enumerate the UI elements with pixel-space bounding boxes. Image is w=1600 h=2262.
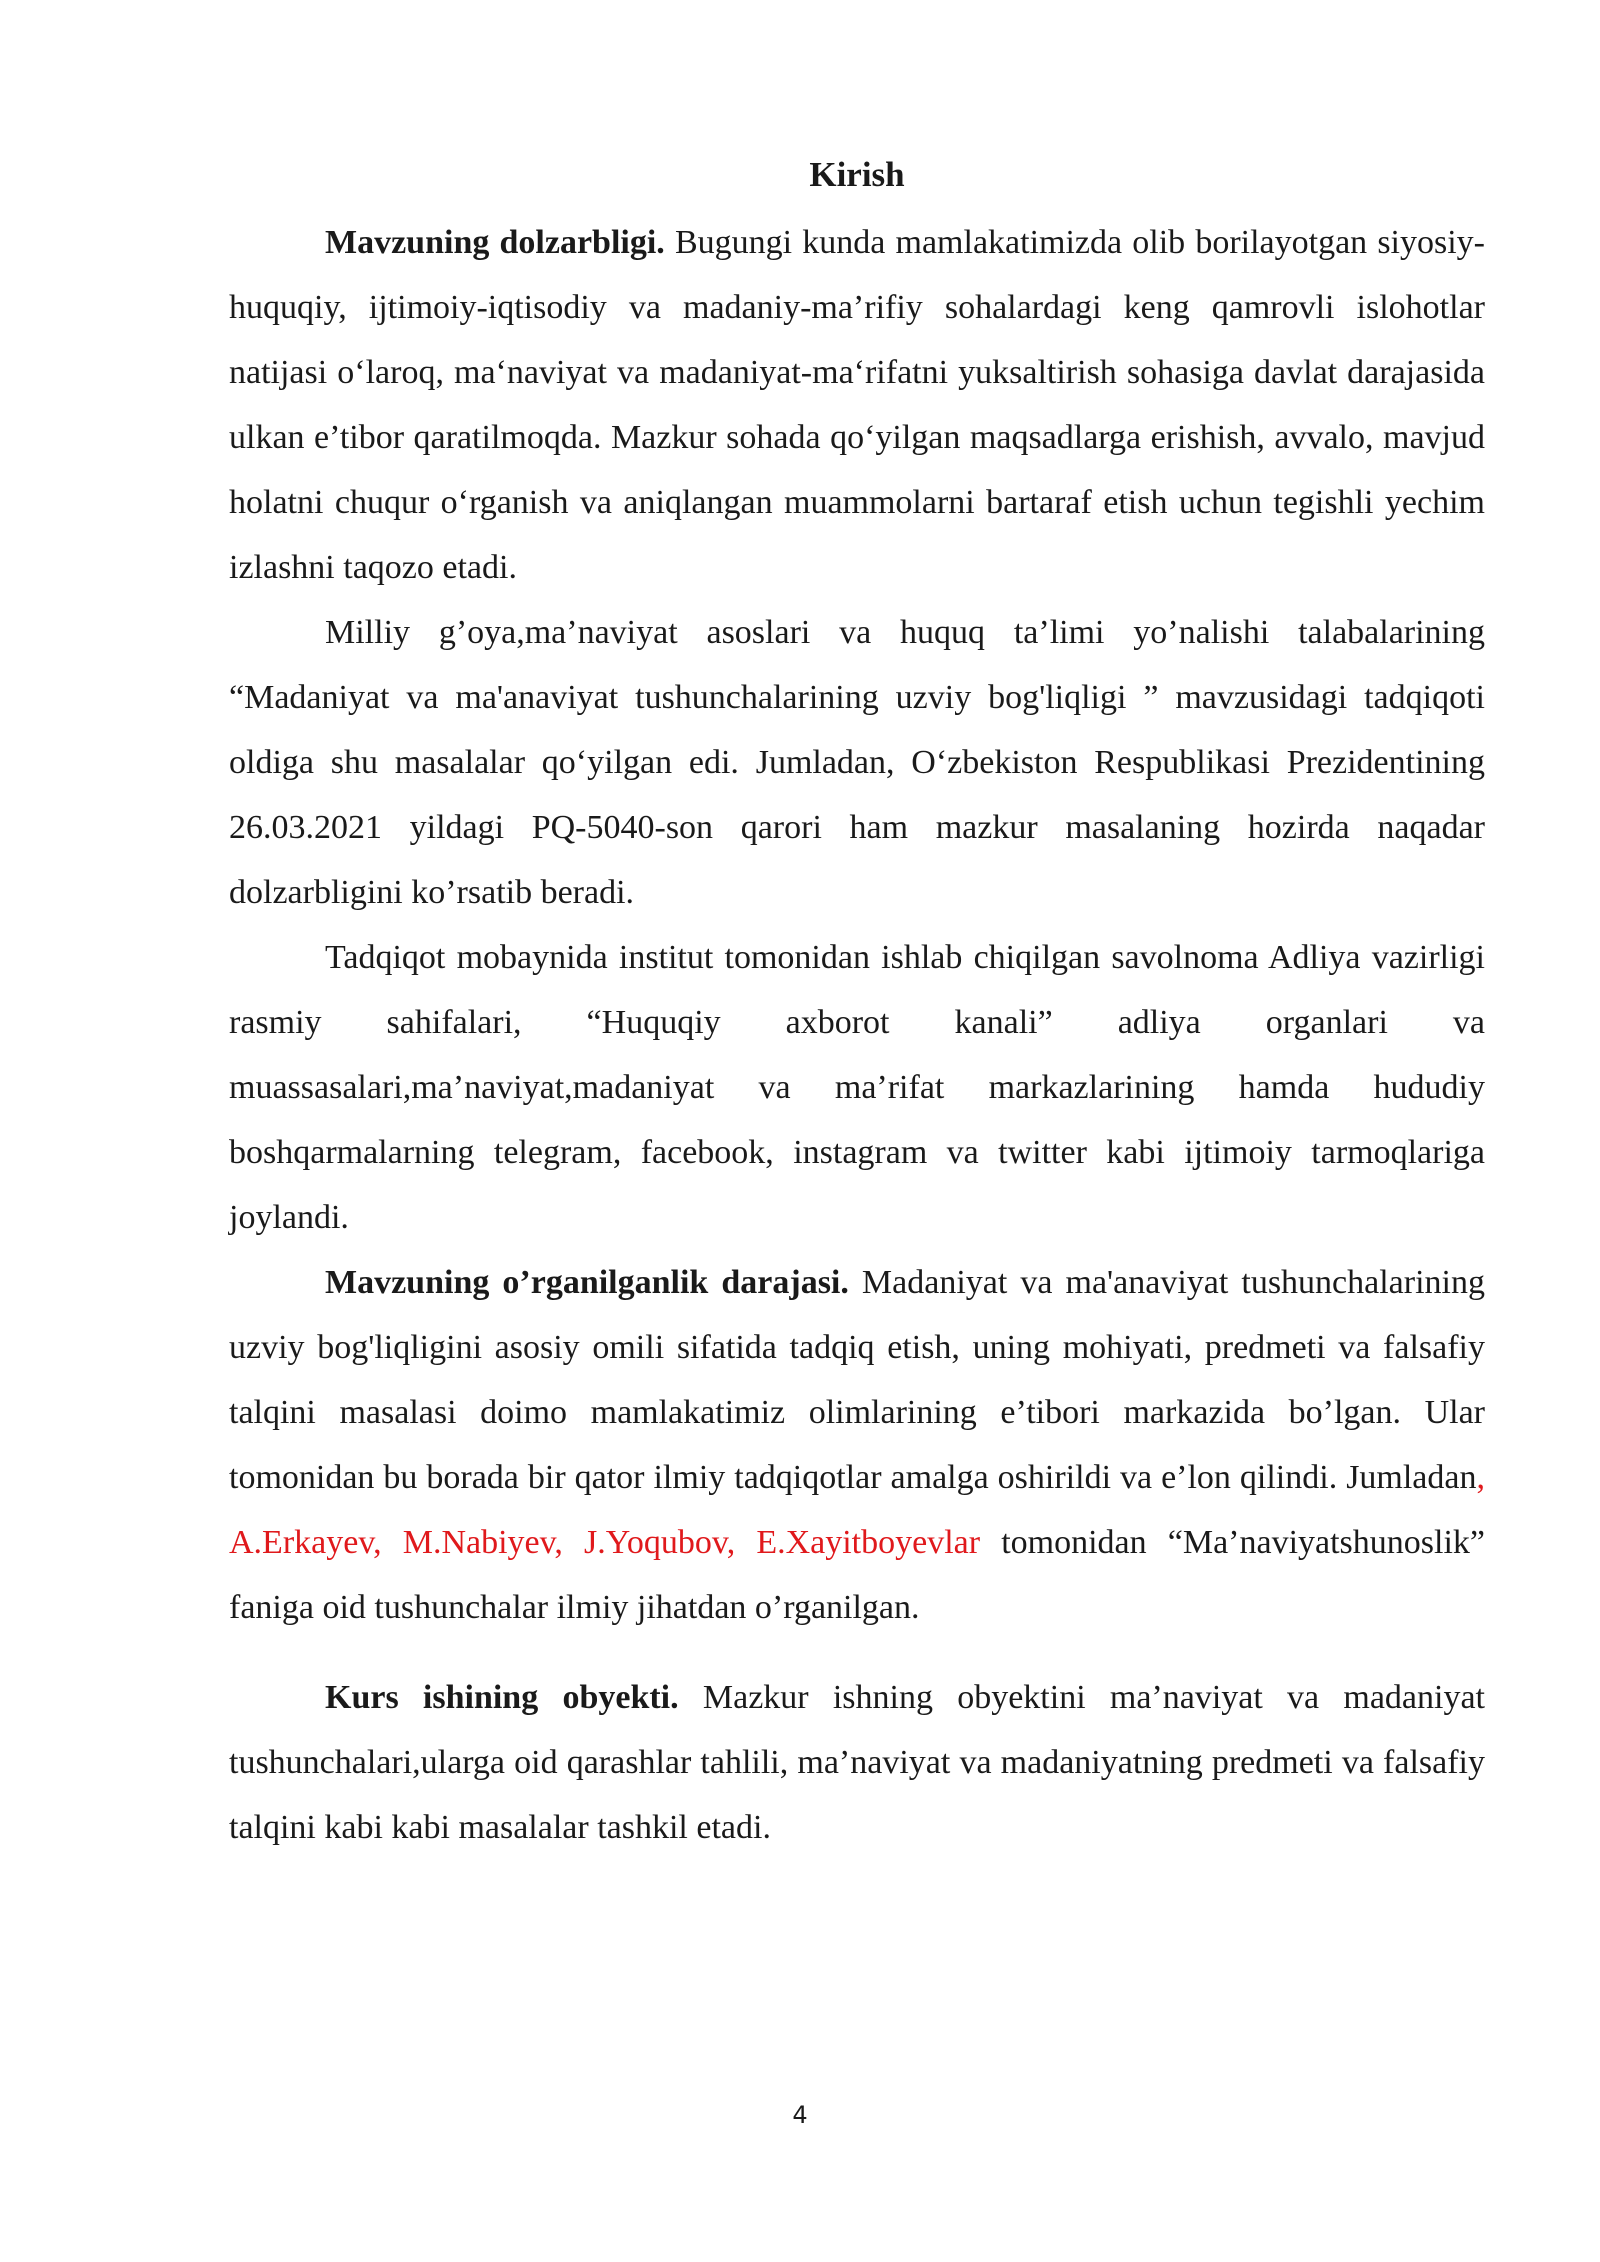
paragraph-text: Madaniyat va ma'anaviyat tushunchalarining uzviy bog'liqligini asosiy omili sifatida tadqiq etish, uning mohiyati, predmeti va falsafiy talqini masalasi doimo mamlakatimiz olimlarining e’tibori markazida bo’lgan. Ular tomonidan bu borada bir qator ilmiy tadqiqotlar amalga oshirildi va e’lon qilindi. Jumladan <box>229 1264 1485 1496</box>
paragraph-survey <box>229 925 1485 1250</box>
highlighted-authors: , A.Erkayev, M.Nabiyev, J.Yoqubov, E.Xayitboyevlar <box>229 1459 1485 1561</box>
paragraph-heading: Mavzuning o’rganilganlik darajasi. <box>325 1264 849 1301</box>
paragraph-text-end: tomonidan “Ma’naviyatshunoslik” faniga oid tushunchalar ilmiy jihatdan o’rganilgan. <box>229 1524 1485 1626</box>
paragraph-study-level <box>229 1250 1485 1640</box>
paragraph-object <box>229 1665 1485 1860</box>
page-number: 4 <box>792 2101 808 2129</box>
page-title: Kirish <box>809 155 905 194</box>
paragraph-heading: Kurs ishining obyekti. <box>325 1679 679 1716</box>
page-content <box>229 146 1485 1860</box>
paragraph-heading: Mavzuning dolzarbligi. <box>325 224 665 261</box>
paragraph-text: Milliy g’oya,ma’naviyat asoslari va huquq ta’limi yo’nalishi talabalarining “Madaniyat va ma'anaviyat tushunchalarining uzviy bog'liqligi ” mavzusidagi tadqiqoti oldiga shu masalalar qo‘yilgan edi. Jumladan, O‘zbekiston Respublikasi Prezidentining 26.03.2021 yildagi PQ-5040-son qarori ham mazkur masalaning hozirda naqadar dolzarbligini ko’rsatib beradi. <box>229 614 1485 911</box>
paragraph-research-task <box>229 600 1485 925</box>
paragraph-text: Bugungi kunda mamlakatimizda olib borilayotgan siyosiy-huquqiy, ijtimoiy-iqtisodiy va madaniy-ma’rifiy sohalardagi keng qamrovli islohotlar natijasi o‘laroq, ma‘naviyat va madaniyat-ma‘rifatni yuksaltirish sohasiga davlat darajasida ulkan e’tibor qaratilmoqda. Mazkur sohada qo‘yilgan maqsadlarga erishish, avvalo, mavjud holatni chuqur o‘rganish va aniqlangan muammolarni bartaraf etish uchun tegishli yechim izlashni taqozo etadi. <box>229 224 1485 586</box>
paragraph-text: Mazkur ishning obyektini ma’naviyat va madaniyat tushunchalari,ularga oid qarashlar tahlili, ma’naviyat va madaniyatning predmeti va falsafiy talqini kabi kabi masalalar tashkil etadi. <box>229 1679 1485 1846</box>
paragraph-relevance <box>229 210 1485 600</box>
paragraph-text: Tadqiqot mobaynida institut tomonidan ishlab chiqilgan savolnoma Adliya vazirligi rasmiy sahifalari, “Huquqiy axborot kanali” adliya organlari va muassasalari,ma’naviyat,madaniyat va ma’rifat markazlarining hamda hududiy boshqarmalarning telegram, facebook, instagram va twitter kabi ijtimoiy tarmoqlariga joylandi. <box>229 939 1485 1236</box>
